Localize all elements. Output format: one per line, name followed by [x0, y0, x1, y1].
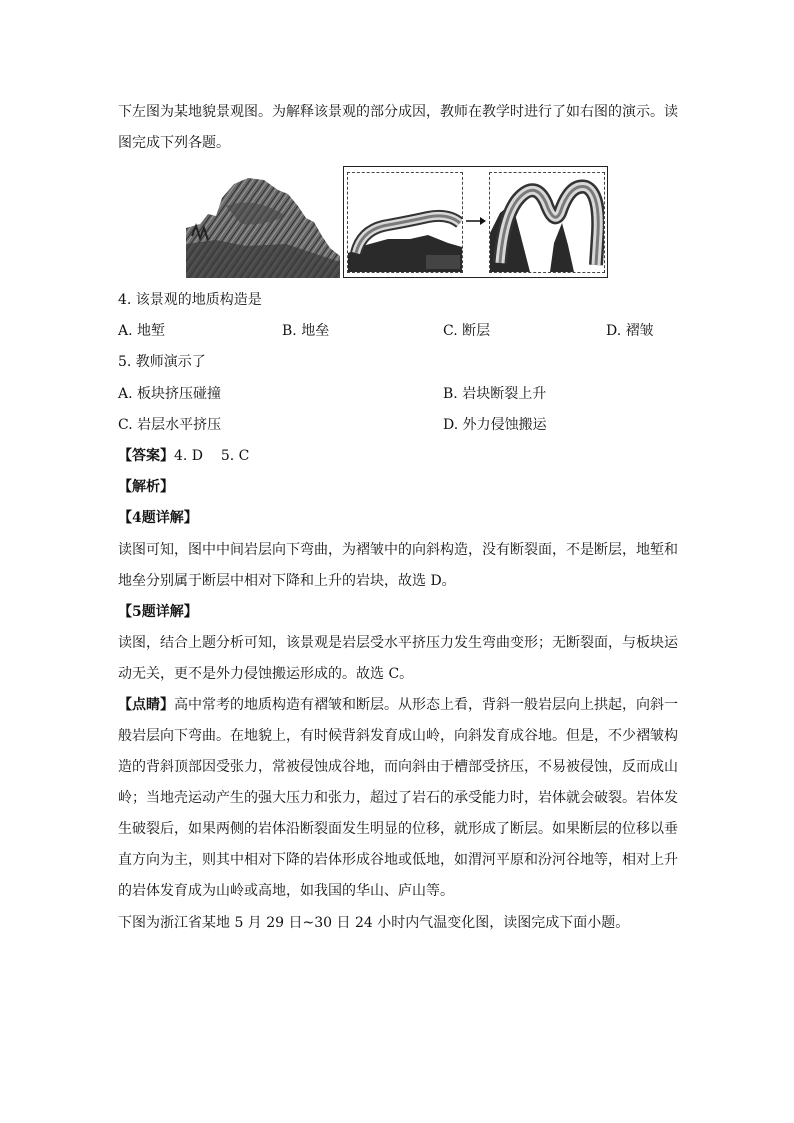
q5-option-a: A. 板块挤压碰撞 [118, 386, 222, 402]
q5-detail-line-2: 动无关，更不是外力侵蚀搬运形成的。故选 C。 [118, 666, 414, 682]
q4-stem: 4. 该景观的地质构造是 [118, 292, 262, 308]
q5-option-c: C. 岩层水平挤压 [118, 417, 222, 433]
landscape-photo [186, 166, 340, 278]
highlight-line-1 [118, 695, 678, 715]
q4-detail-line-2: 地垒分别属于断层中相对下降和上升的岩块，故选 D。 [118, 573, 456, 589]
answer-text: 4. D 5. C [174, 448, 250, 464]
highlight-line-7: 的岩体发育成为山岭或高地，如我国的华山、庐山等。 [118, 883, 454, 899]
demo-panel-before [347, 172, 463, 273]
q5-stem: 5. 教师演示了 [118, 354, 206, 370]
demo-panel-after [489, 172, 605, 273]
q5-option-b: B. 岩块断裂上升 [443, 386, 547, 402]
intro-line-2: 图完成下列各题。 [118, 135, 230, 151]
highlight-text-1: 高中常考的地质构造有褶皱和断层。从形态上看，背斜一般岩层向上拱起，向斜一 [174, 697, 678, 713]
q5-detail-line-1: 读图，结合上题分析可知，该景观是岩层受水平挤压力发生弯曲变形；无断裂面，与板块运 [118, 635, 678, 651]
q4-detail-label: 【4题详解】 [118, 510, 198, 526]
answer-label: 【答案】 [118, 448, 174, 464]
q5-option-d: D. 外力侵蚀搬运 [443, 417, 547, 433]
highlight-line-4: 岭；当地壳运动产生的强大压力和张力，超过了岩石的承受能力时，岩体就会破裂。岩体发 [118, 790, 678, 806]
q4-option-b: B. 地垒 [282, 323, 330, 339]
arrow-right-icon [465, 213, 487, 227]
q4-option-d: D. 褶皱 [606, 323, 654, 339]
q4-option-c: C. 断层 [443, 323, 491, 339]
highlight-line-3: 造的背斜顶部因受张力，常被侵蚀成谷地，而向斜由于槽部受挤压，不易被侵蚀，反而成山 [118, 759, 678, 775]
highlight-line-2: 般岩层向下弯曲。在地貌上，有时候背斜发育成山岭，向斜发育成谷地。但是，不少褶皱构 [118, 728, 678, 744]
analysis-label: 【解析】 [118, 479, 174, 495]
highlight-label: 【点睛】 [118, 697, 174, 713]
q5-detail-label: 【5题详解】 [118, 604, 198, 620]
intro-line-1: 下左图为某地貌景观图。为解释该景观的部分成因，教师在教学时进行了如右图的演示。读 [118, 104, 678, 120]
highlight-line-6: 直方向为主，则其中相对下降的岩体形成谷地或低地，如渭河平原和汾河谷地等，相对上升 [118, 852, 678, 868]
highlight-line-5: 生破裂后，如果两侧的岩体沿断裂面发生明显的位移，就形成了断层。如果断层的位移以垂 [118, 821, 678, 837]
folding-demonstration-diagram [343, 166, 608, 278]
next-question-intro: 下图为浙江省某地 5 月 29 日~30 日 24 小时内气温变化图，读图完成下面小题。 [118, 915, 630, 931]
answer-line [118, 446, 249, 466]
q4-detail-line-1: 读图可知，图中中间岩层向下弯曲，为褶皱中的向斜构造，没有断裂面，不是断层，地堑和 [118, 542, 678, 558]
q4-option-a: A. 地堑 [118, 323, 166, 339]
